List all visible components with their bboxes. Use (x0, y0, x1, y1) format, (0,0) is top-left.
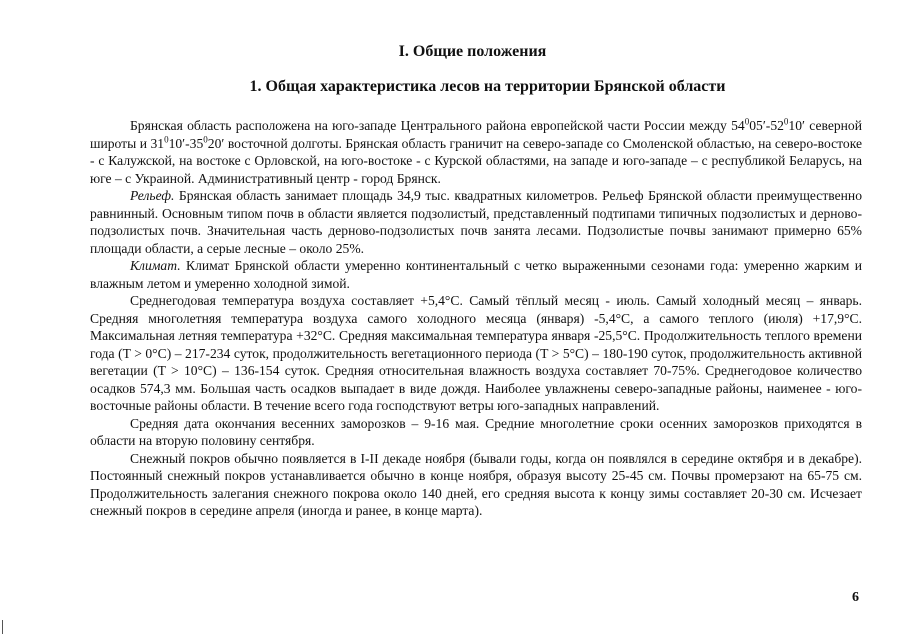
section-title: I. Общие положения (398, 43, 547, 60)
page-number: 6 (852, 590, 859, 605)
climate-text: Климат Брянской области умеренно континентальный с четко выраженными сезонами года: умеренно жарким и влажным летом и умеренно холодной зимой. (90, 258, 862, 291)
paragraph-climate (90, 257, 862, 292)
degree-mark: 0 (203, 133, 208, 144)
location-text-5: 20′ восточной долготы. Брянская область граничит на северо-западе со Смоленской областью, на северо-востоке - с Калужской, на востоке с Орловской, на юго-востоке - с Курской областями, на западе и юго-западе – с республикой Беларусь, на юге – с Украиной. Административный центр - город Брянск. (90, 135, 862, 186)
scan-edge-mark (2, 620, 3, 634)
degree-mark: 0 (744, 116, 750, 127)
relief-text: Брянская область занимает площадь 34,9 тыс. квадратных километров. Рельеф Брянской области преимущественно равнинный. Основным типом почв в области является подзолистый, представленный подтипами типичных подзолистых и дерново-подзолистых почв. Значительная часть дерново-подзолистых почв занята лесами. Подзолистые почвы занимают примерно 65% площади области, а серые лесные – около 25%. (90, 188, 862, 256)
location-text-1: Брянская область расположена на юго-западе Центрального района европейской части России между 54 (130, 118, 745, 133)
paragraph-snow: Снежный покров обычно появляется в I-II декаде ноября (бывали годы, когда он появлялся в середине октября и в декабре). Постоянный снежный покров устанавливается обычно в конце ноября, образуя высоту 25-45 см. Почвы промерзают на 65-75 см. Продолжительность залегания снежного покрова около 140 дней, его средняя высота к концу зимы составляет 20-30 см. Исчезает снежный покров в середине апреля (иногда и ранее, в конце марта). (90, 450, 862, 518)
paragraph-temperature: Среднегодовая температура воздуха составляет +5,4°С. Самый тёплый месяц - июль. Самый холодный месяц – январь. Средняя многолетняя температура воздуха самого холодного месяца (января) -5,4°С, а самого теплого (июля) +17,9°С. Максимальная летняя температура +32°С. Средняя максимальная температура января -25,5°С. Продолжительность теплого времени года (T > 0°C) – 217-234 суток, продолжительность вегетационного периода (T > 5°C) – 180-190 суток, продолжительность активной вегетации (T > 10°C) – 136-154 суток. Средняя относительная влажность воздуха составляет 70-75%. Среднегодовое количество осадков 574,3 мм. Большая часть осадков выпадает в виде дождя. Наиболее увлажнены северо-западные районы, наименее - юго-восточные районы области. В течение всего года господствуют ветры юго-западных направлений. (90, 293, 862, 413)
location-text-4: 10′-35 (168, 135, 204, 151)
paragraph-relief (90, 187, 862, 257)
degree-mark: 0 (164, 133, 169, 144)
relief-lead: Рельеф. (130, 188, 175, 203)
subsection-title: 1. Общая характеристика лесов на территории Брянской области (249, 78, 726, 95)
climate-lead: Климат. (130, 258, 181, 273)
degree-mark: 0 (783, 116, 789, 127)
paragraph-frost: Средняя дата окончания весенних заморозков – 9-16 мая. Средние многолетние сроки осенних заморозков приходятся в области на вторую половину сентября. (90, 415, 862, 448)
location-text-3: 10′ северной широты и 31 (90, 118, 862, 151)
document-body (90, 117, 862, 520)
paragraph-location (90, 117, 862, 187)
location-text-2: 05′-52 (749, 118, 784, 133)
